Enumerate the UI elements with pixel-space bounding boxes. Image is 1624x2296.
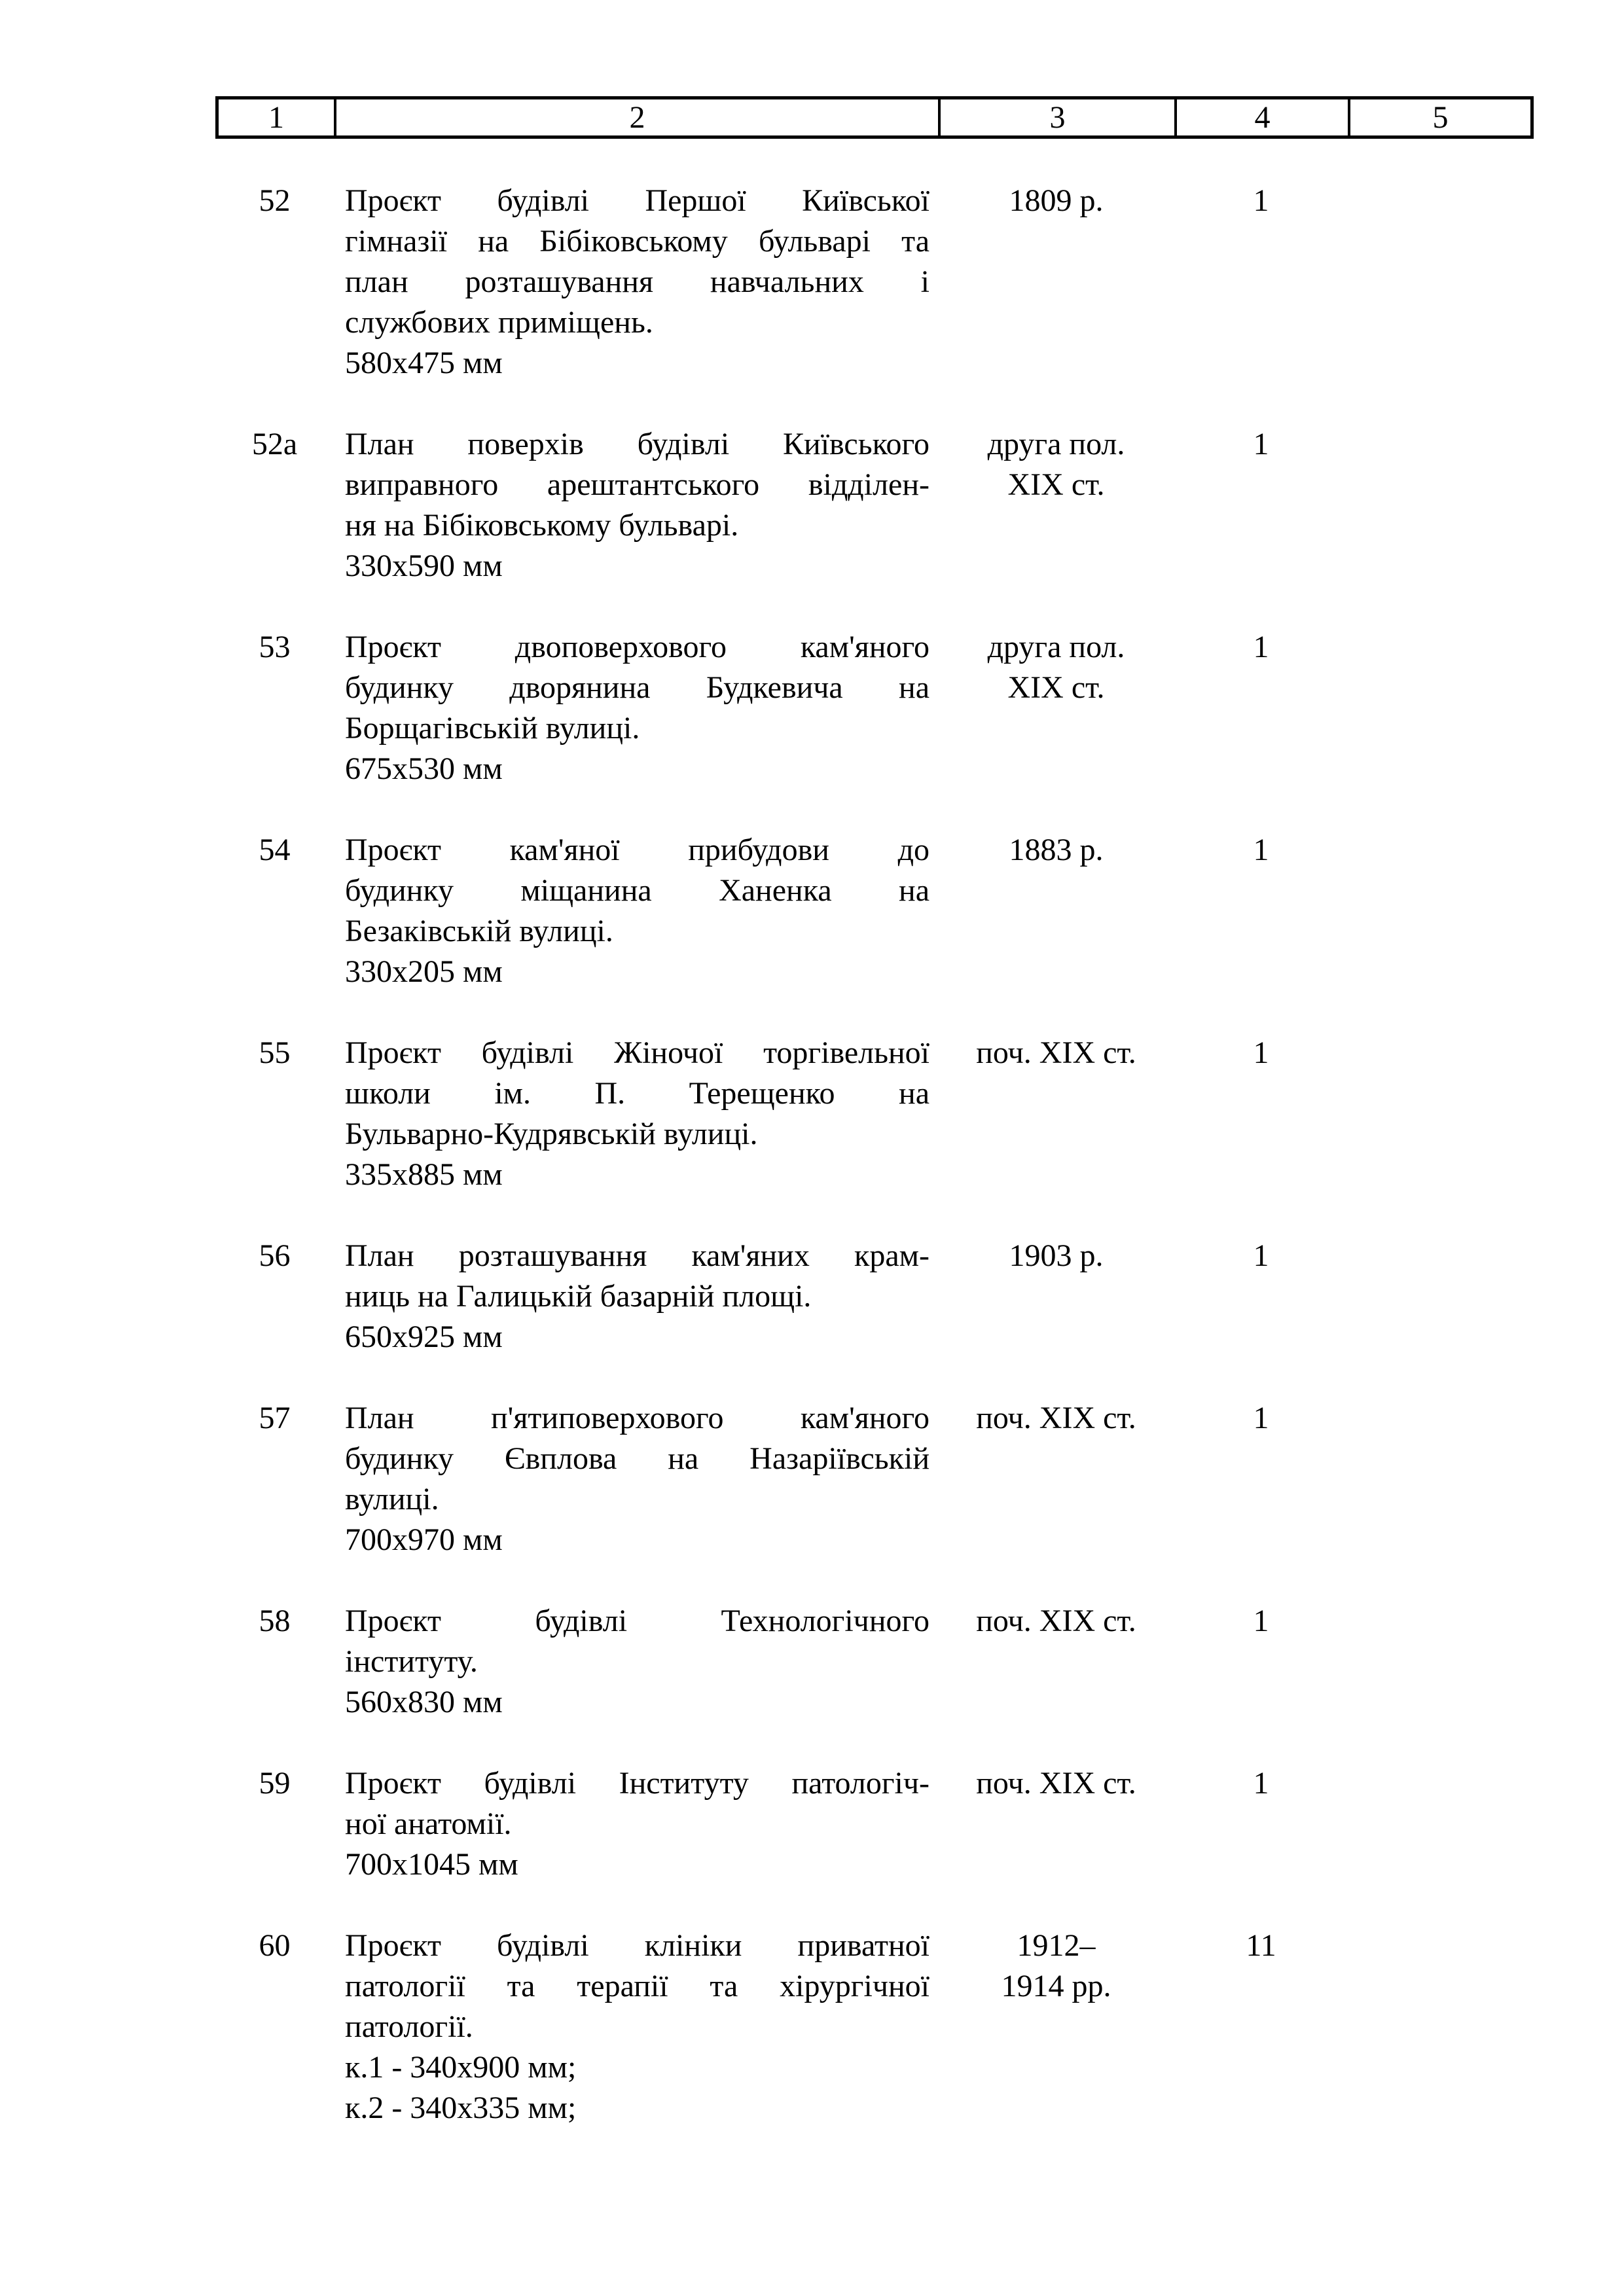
entry-description [334, 1926, 938, 2128]
entry-row [215, 1601, 1534, 1723]
date-line: поч. XIX ст. [976, 1035, 1136, 1070]
description-line: Проєкт будівлі Технологічного [345, 1604, 929, 1638]
entry-number: 52а [251, 427, 298, 461]
entry-row [215, 1033, 1534, 1195]
column-header-3: 3 [941, 99, 1177, 135]
entry-description [334, 1763, 938, 1885]
dimensions-line: 580х475 мм [345, 346, 503, 380]
entry-description [334, 1601, 938, 1723]
dimensions-line: к.1 - 340х900 мм; [345, 2050, 577, 2085]
description-line: будинку Євплова на Назаріївській [345, 1441, 929, 1476]
description-line: ниць на Галицькій базарній площі. [345, 1279, 812, 1314]
date-line: поч. XIX ст. [976, 1766, 1136, 1801]
entry-number: 55 [259, 1035, 291, 1070]
column-numbers-header [215, 96, 1534, 139]
date-line: поч. XIX ст. [976, 1401, 1136, 1435]
entry-description [334, 830, 938, 992]
description-line: Проєкт будівлі Інституту патологіч- [345, 1766, 929, 1801]
entry-count: 1 [1253, 833, 1269, 867]
entry-number: 53 [259, 630, 291, 664]
date-line: друга пол. [987, 427, 1125, 461]
description-line: ня на Бібіковському бульварі. [345, 508, 739, 543]
dimensions-line: 675х530 мм [345, 751, 503, 786]
entry-date [938, 1601, 1174, 1641]
entry-row [215, 830, 1534, 992]
entry-number: 57 [259, 1401, 291, 1435]
date-line: XIX ст. [1007, 670, 1105, 705]
description-line: патології. [345, 2009, 473, 2044]
entry-description [334, 1398, 938, 1560]
dimensions-line: 700х1045 мм [345, 1847, 518, 1882]
date-line: 1903 р. [1009, 1238, 1104, 1273]
entry-count: 1 [1253, 427, 1269, 461]
entry-count: 1 [1253, 183, 1269, 218]
entry-date [938, 1926, 1174, 2007]
entry-count: 1 [1253, 1766, 1269, 1801]
entry-date [938, 1398, 1174, 1439]
dimensions-line: 330х590 мм [345, 548, 503, 583]
dimensions-line: 335х885 мм [345, 1157, 503, 1192]
dimensions-line: 650х925 мм [345, 1319, 503, 1354]
entry-number: 58 [259, 1604, 291, 1638]
entry-description [334, 424, 938, 586]
entry-row [215, 424, 1534, 586]
entry-number: 52 [259, 183, 291, 218]
entry-date [938, 830, 1174, 870]
description-line: гімназії на Бібіковському бульварі та [345, 224, 929, 259]
entry-count: 11 [1246, 1928, 1276, 1963]
entry-date [938, 1763, 1174, 1804]
date-line: 1912– [1017, 1928, 1096, 1963]
date-line: поч. XIX ст. [976, 1604, 1136, 1638]
dimensions-line: 330х205 мм [345, 954, 503, 989]
entry-description [334, 1033, 938, 1195]
entry-row [215, 627, 1534, 789]
description-line: Бульварно-Кудрявській вулиці. [345, 1117, 758, 1151]
entry-number: 59 [259, 1766, 291, 1801]
entry-count: 1 [1253, 1604, 1269, 1638]
date-line: XIX ст. [1007, 467, 1105, 502]
date-line: 1914 рр. [1001, 1969, 1111, 2003]
entry-date [938, 424, 1174, 505]
description-line: службових приміщень. [345, 305, 653, 340]
description-line: Проєкт будівлі Першої Київської [345, 183, 929, 218]
dimensions-line: 560х830 мм [345, 1685, 503, 1719]
description-line: будинку міщанина Ханенка на [345, 873, 929, 908]
entry-count: 1 [1253, 630, 1269, 664]
entry-number: 60 [259, 1928, 291, 1963]
entry-date [938, 181, 1174, 221]
entry-date [938, 1033, 1174, 1073]
description-line: Проєкт будівлі клініки приватної [345, 1928, 929, 1963]
entry-count: 1 [1253, 1035, 1269, 1070]
description-line: План поверхів будівлі Київського [345, 427, 929, 461]
entry-number: 54 [259, 833, 291, 867]
description-line: Безаківській вулиці. [345, 914, 613, 948]
entry-description [334, 181, 938, 384]
description-line: план розташування навчальних і [345, 264, 929, 299]
entry-row [215, 1236, 1534, 1357]
entry-description [334, 627, 938, 789]
date-line: 1883 р. [1009, 833, 1104, 867]
entry-count: 1 [1253, 1401, 1269, 1435]
entry-count: 1 [1253, 1238, 1269, 1273]
description-line: Борщагівській вулиці. [345, 711, 640, 745]
entry-number: 56 [259, 1238, 291, 1273]
description-line: Проєкт будівлі Жіночої торгівельної [345, 1035, 929, 1070]
description-line: будинку дворянина Будкевича на [345, 670, 929, 705]
column-header-4: 4 [1177, 99, 1350, 135]
description-line: ної анатомії. [345, 1806, 512, 1841]
inventory-entries [215, 181, 1534, 2169]
description-line: План розташування кам'яних крам- [345, 1238, 929, 1273]
date-line: 1809 р. [1009, 183, 1104, 218]
description-line: виправного арештантського відділен- [345, 467, 929, 502]
entry-date [938, 627, 1174, 708]
entry-row [215, 181, 1534, 384]
column-header-2: 2 [336, 99, 941, 135]
description-line: Проєкт двоповерхового кам'яного [345, 630, 929, 664]
description-line: школи ім. П. Терещенко на [345, 1076, 929, 1111]
entry-description [334, 1236, 938, 1357]
description-line: інституту. [345, 1644, 478, 1679]
description-line: Проєкт кам'яної прибудови до [345, 833, 929, 867]
entry-date [938, 1236, 1174, 1276]
entry-row [215, 1763, 1534, 1885]
column-header-1: 1 [219, 99, 336, 135]
description-line: План п'ятиповерхового кам'яного [345, 1401, 929, 1435]
column-header-5: 5 [1432, 100, 1449, 135]
description-line: вулиці. [345, 1482, 439, 1516]
dimensions-line: к.2 - 340х335 мм; [345, 2090, 577, 2125]
date-line: друга пол. [987, 630, 1125, 664]
description-line: патології та терапії та хірургічної [345, 1969, 929, 2003]
dimensions-line: 700х970 мм [345, 1522, 503, 1557]
entry-row [215, 1398, 1534, 1560]
entry-row [215, 1926, 1534, 2128]
